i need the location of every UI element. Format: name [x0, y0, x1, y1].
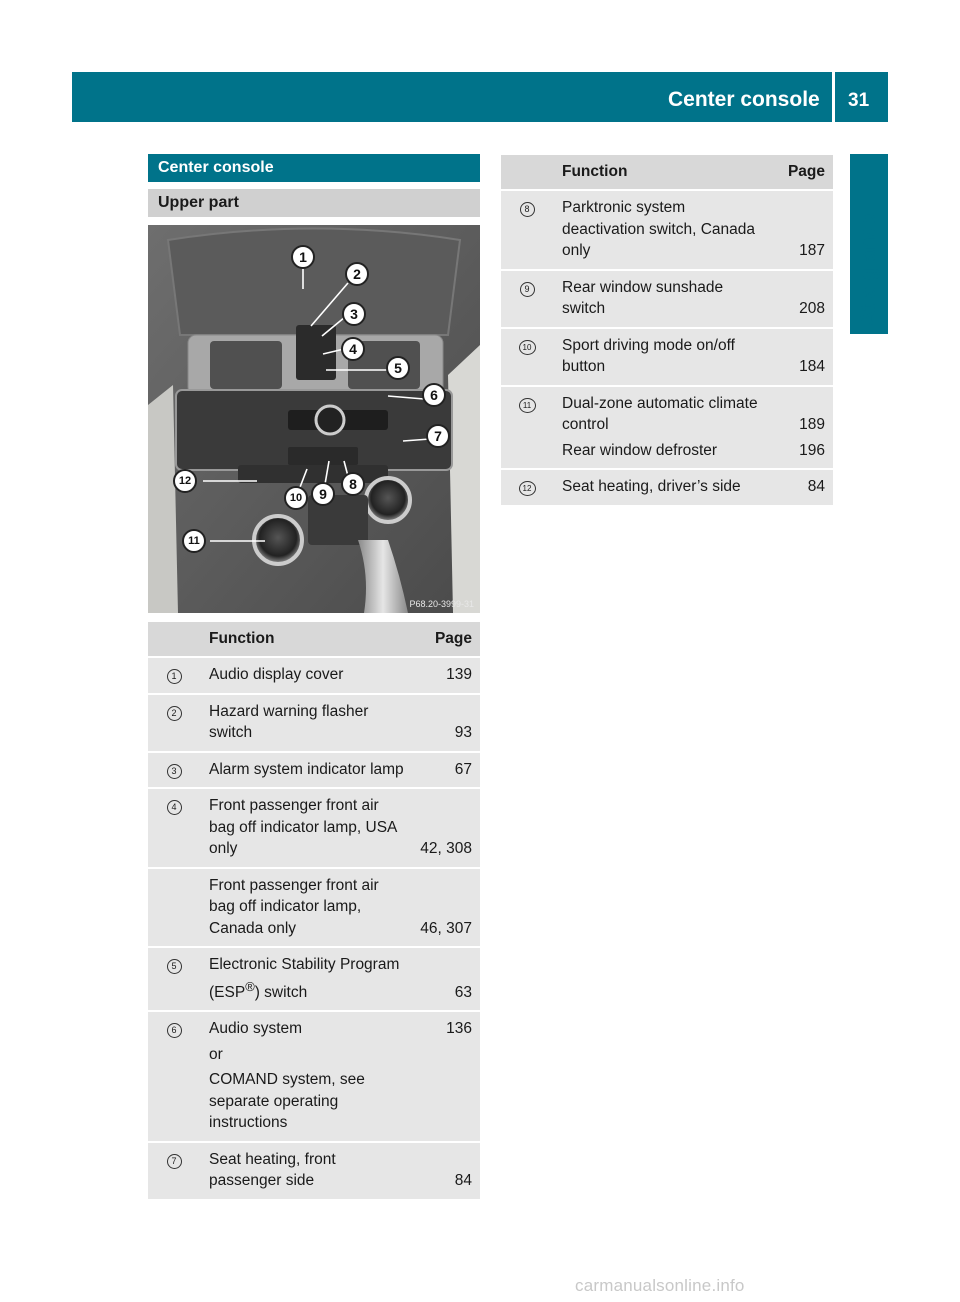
page-reference[interactable]: 136	[446, 1020, 472, 1038]
item-number-cell	[501, 329, 553, 385]
watermark[interactable]: carmanualsonline.info	[575, 1276, 745, 1295]
function-text-part: Front passenger front air bag off indicator lamp, Canada only	[209, 876, 379, 937]
table-row	[148, 869, 480, 947]
function-text	[209, 795, 406, 860]
air-vent-left	[210, 341, 282, 389]
item-number-cell	[148, 948, 200, 1010]
table-header-row	[148, 622, 480, 656]
header-divider	[832, 72, 835, 122]
item-number-badge: 11	[519, 398, 536, 413]
function-text	[209, 759, 406, 781]
callout-label-2: 2	[345, 262, 369, 286]
callout-label-8: 8	[341, 472, 365, 496]
page-cell	[763, 271, 833, 327]
item-number-badge: 4	[167, 800, 182, 815]
number-column-header	[501, 155, 553, 189]
page-reference[interactable]: 63	[454, 983, 472, 1001]
table-row	[148, 789, 480, 867]
item-number-badge: 7	[167, 1154, 182, 1169]
function-text	[562, 440, 759, 462]
center-button-row	[238, 465, 388, 483]
page-cell	[763, 387, 833, 469]
item-number-cell	[148, 695, 200, 751]
number-column-header	[148, 622, 200, 656]
section-title: Center console	[148, 154, 480, 182]
photo-caption: P68.20-3999-31	[409, 599, 474, 609]
function-text	[562, 197, 759, 262]
callout-label-5: 5	[386, 356, 410, 380]
item-number-cell	[501, 470, 553, 505]
function-text	[209, 1044, 406, 1066]
function-cell	[200, 869, 410, 947]
page-column-header: Page	[410, 622, 480, 656]
right-trim	[448, 345, 480, 613]
item-number-badge: 8	[520, 202, 535, 217]
table-row	[501, 271, 833, 327]
function-text	[209, 664, 406, 686]
page-cell	[763, 470, 833, 505]
item-number-cell	[148, 1012, 200, 1141]
function-cell	[553, 470, 763, 505]
function-cell	[200, 948, 410, 1010]
page-reference[interactable]: 208	[799, 300, 825, 317]
page-cell	[410, 753, 480, 788]
function-cell	[200, 1143, 410, 1199]
function-text-part: Rear window sunshade switch	[562, 278, 724, 317]
page-reference[interactable]: 42, 308	[420, 840, 472, 857]
page-cell	[410, 1143, 480, 1199]
page-column-header: Page	[763, 155, 833, 189]
climate-knob-right	[366, 478, 410, 522]
registered-mark: ®	[245, 978, 255, 994]
function-text-part: Audio display cover	[209, 666, 344, 683]
table-row	[501, 191, 833, 269]
callout-label-11: 11	[182, 529, 206, 553]
function-text-part: Audio system	[209, 1020, 303, 1038]
function-cell	[553, 387, 763, 469]
item-number-cell	[148, 658, 200, 693]
function-text	[209, 1149, 406, 1192]
page-cell	[410, 695, 480, 751]
function-cell	[553, 329, 763, 385]
item-number-cell	[148, 789, 200, 867]
function-column-header: Function	[200, 622, 410, 656]
function-cell	[200, 695, 410, 751]
table-row	[148, 948, 480, 1010]
function-text-part: Hazard warning flasher switch	[209, 702, 369, 741]
page-cell	[410, 869, 480, 947]
function-text	[562, 476, 759, 498]
function-text-part: COMAND system, see separate operating instructions	[209, 1071, 365, 1132]
table-row	[148, 695, 480, 751]
audio-display-cover	[168, 229, 460, 336]
section-subtitle: Upper part	[148, 189, 480, 217]
callout-label-10: 10	[284, 486, 308, 510]
function-column-header: Function	[553, 155, 763, 189]
function-text-part: Rear window defroster	[562, 441, 718, 459]
function-table-left	[148, 620, 480, 1201]
callout-label-3: 3	[342, 302, 366, 326]
page-number: 31	[848, 90, 870, 111]
callout-label-6: 6	[422, 383, 446, 407]
table-header-row	[501, 155, 833, 189]
page-cell	[763, 191, 833, 269]
table-row	[501, 470, 833, 505]
function-text-part: Seat heating, driver’s side	[562, 478, 741, 495]
function-text	[209, 954, 406, 1003]
table-row	[148, 1143, 480, 1199]
function-text	[209, 875, 406, 940]
radio-knob	[316, 406, 344, 434]
page-cell	[410, 1012, 480, 1141]
page-reference[interactable]: 184	[799, 358, 825, 375]
function-cell	[553, 191, 763, 269]
function-text-part: Seat heating, front passenger side	[209, 1150, 336, 1190]
function-text-part: Front passenger front air bag off indicator lamp, USA only	[209, 797, 397, 857]
page-cell	[410, 658, 480, 693]
function-cell	[553, 271, 763, 327]
function-text	[209, 1018, 406, 1040]
callout-label-1: 1	[291, 245, 315, 269]
item-number-badge: 10	[519, 340, 536, 355]
function-table-right	[501, 153, 833, 507]
item-number-badge: 9	[520, 282, 535, 297]
function-text-part: Alarm system indicator lamp	[209, 760, 404, 778]
item-number-badge: 3	[167, 764, 182, 779]
function-text-part: Sport driving mode on/off button	[562, 336, 735, 375]
page-reference[interactable]: 46, 307	[420, 919, 472, 937]
function-cell	[200, 789, 410, 867]
function-text	[562, 393, 759, 436]
callout-label-7: 7	[426, 424, 450, 448]
control-buttons	[288, 447, 358, 465]
page-reference[interactable]: 196	[799, 441, 825, 459]
item-number-cell	[148, 753, 200, 788]
function-text-part: ) switch	[254, 983, 308, 1001]
callout-label-9: 9	[311, 482, 335, 506]
callout-label-4: 4	[341, 337, 365, 361]
page-reference[interactable]: 84	[454, 1172, 472, 1190]
page-reference[interactable]: 84	[807, 478, 825, 495]
side-tab-label: At a glance	[857, 213, 880, 327]
page-reference[interactable]: 139	[446, 666, 472, 683]
table-row	[501, 387, 833, 469]
function-text	[209, 701, 406, 744]
table-row	[148, 1012, 480, 1141]
page-reference[interactable]: 189	[799, 416, 825, 433]
item-number-badge: 12	[519, 481, 536, 496]
item-number-badge: 1	[167, 669, 182, 684]
running-head-title: Center console	[668, 88, 820, 111]
page-reference[interactable]	[418, 1069, 472, 1134]
item-number-cell	[148, 869, 200, 947]
item-number-cell	[148, 1143, 200, 1199]
table-row	[148, 753, 480, 788]
page-cell	[410, 948, 480, 1010]
item-number-badge: 5	[167, 959, 182, 974]
function-text	[562, 335, 759, 378]
page-reference[interactable]: 187	[799, 242, 825, 259]
function-cell	[200, 658, 410, 693]
function-cell	[200, 753, 410, 788]
table-row	[148, 658, 480, 693]
function-text-part: Parktronic system deactivation switch, Canada only	[562, 199, 756, 259]
item-number-cell	[501, 387, 553, 469]
function-text	[209, 1069, 406, 1134]
page-reference[interactable]: 67	[454, 760, 472, 778]
page-cell	[763, 329, 833, 385]
function-cell	[200, 1012, 410, 1141]
function-text	[562, 277, 759, 320]
item-number-badge: 6	[167, 1023, 182, 1038]
function-text-part: Electronic Stability Program (ESP	[209, 956, 400, 1001]
climate-knob-left	[254, 516, 302, 564]
page-reference[interactable]: 93	[454, 724, 472, 741]
left-trim	[148, 385, 178, 613]
callout-label-12: 12	[173, 469, 197, 493]
item-number-badge: 2	[167, 706, 182, 721]
function-text-part: Dual-zone automatic climate control	[562, 394, 758, 433]
center-console-photo	[148, 225, 480, 613]
table-row	[501, 329, 833, 385]
function-text-part: or	[209, 1045, 223, 1063]
page-reference[interactable]	[418, 1044, 472, 1066]
item-number-cell	[501, 271, 553, 327]
page-cell	[410, 789, 480, 867]
item-number-cell	[501, 191, 553, 269]
